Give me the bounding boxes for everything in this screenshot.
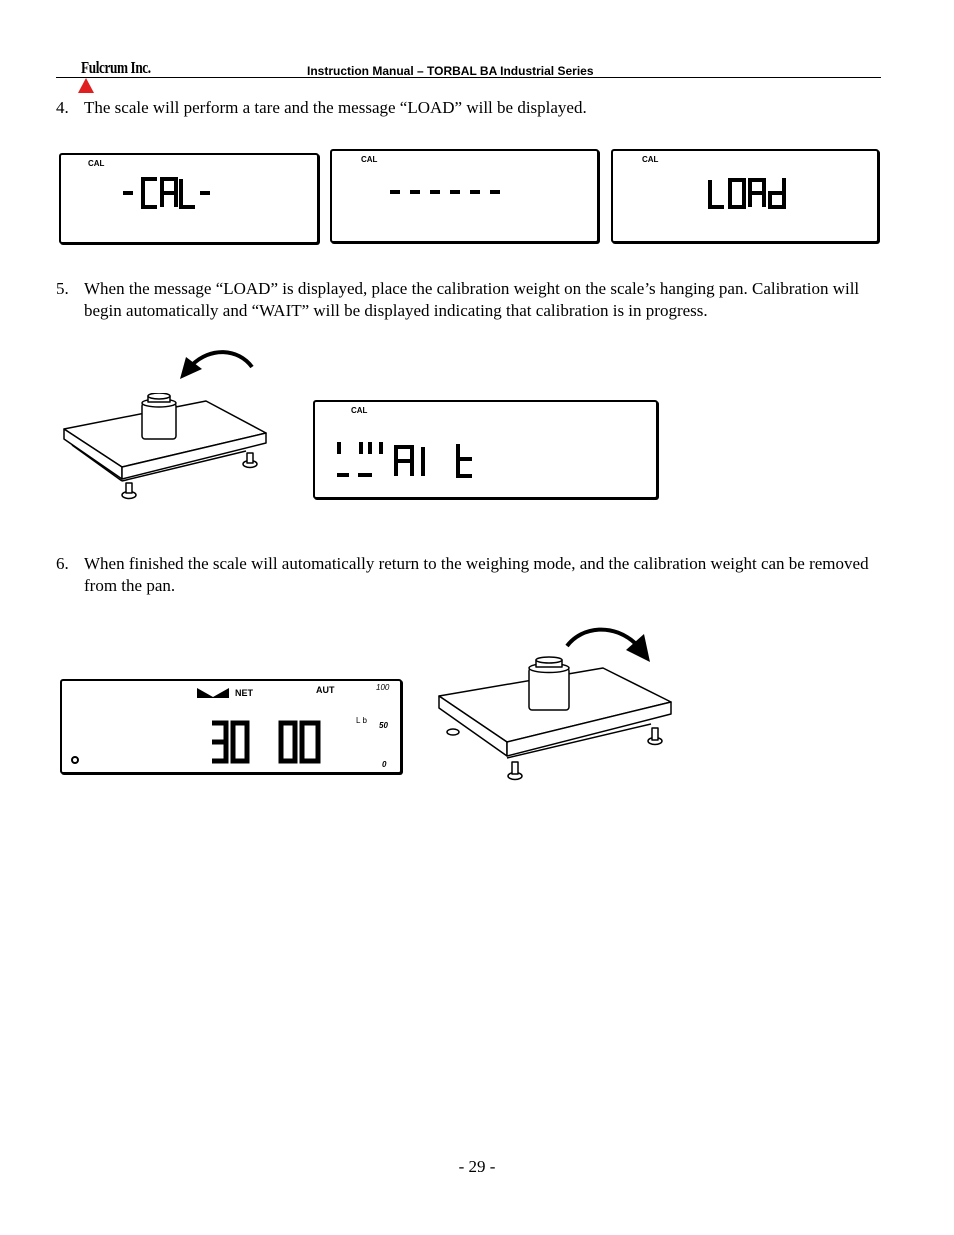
lcd-display-cal xyxy=(59,153,319,244)
step-text: When finished the scale will automatically return to the weighing mode, and the calibration weight can be removed from the pan. xyxy=(84,554,869,595)
cal-annunciator: CAL xyxy=(88,159,105,168)
cal-annunciator: CAL xyxy=(642,155,659,164)
header-divider xyxy=(56,77,881,78)
scale-with-weight-icon xyxy=(60,393,272,505)
readout-wait xyxy=(315,402,656,497)
step-6 xyxy=(56,553,886,599)
bar-label-100: 100 xyxy=(376,683,390,692)
unit-label: Lb xyxy=(356,716,369,725)
logo-triangle-icon xyxy=(78,78,94,93)
step-number: 6. xyxy=(56,554,69,573)
bar-label-0: 0 xyxy=(382,760,387,769)
lcd-display-wait xyxy=(313,400,658,499)
readout-dashes xyxy=(332,151,597,241)
step-text: The scale will perform a tare and the message “LOAD” will be displayed. xyxy=(84,98,587,117)
bar-label-50: 50 xyxy=(379,721,388,730)
company-logo-text: Fulcrum Inc. xyxy=(81,58,151,77)
cal-annunciator: CAL xyxy=(361,155,378,164)
page-number: - 29 - xyxy=(458,1157,496,1176)
auto-label: AUT xyxy=(316,685,335,695)
lcd-display-load xyxy=(611,149,879,243)
step-number: 5. xyxy=(56,279,69,298)
cal-annunciator: CAL xyxy=(351,406,368,415)
step-number: 4. xyxy=(56,98,69,117)
lcd-display-dashes xyxy=(330,149,599,243)
arrow-place-icon xyxy=(176,345,258,385)
readout-cal xyxy=(61,155,317,242)
net-label: NET xyxy=(235,688,253,698)
header-title: Instruction Manual – TORBAL BA Industrial Series xyxy=(307,64,594,78)
lcd-display-weigh xyxy=(60,679,402,774)
readout-load xyxy=(613,151,877,241)
step-5 xyxy=(56,278,886,346)
scale-with-weight-icon xyxy=(435,656,675,786)
step-4 xyxy=(56,97,886,121)
readout-weight xyxy=(62,681,400,772)
step-text: When the message “LOAD” is displayed, place the calibration weight on the scale’s hanging pan. Calibration will begin automatically and “WAIT” will be displayed indicating that calibration is in progress. xyxy=(84,279,860,320)
